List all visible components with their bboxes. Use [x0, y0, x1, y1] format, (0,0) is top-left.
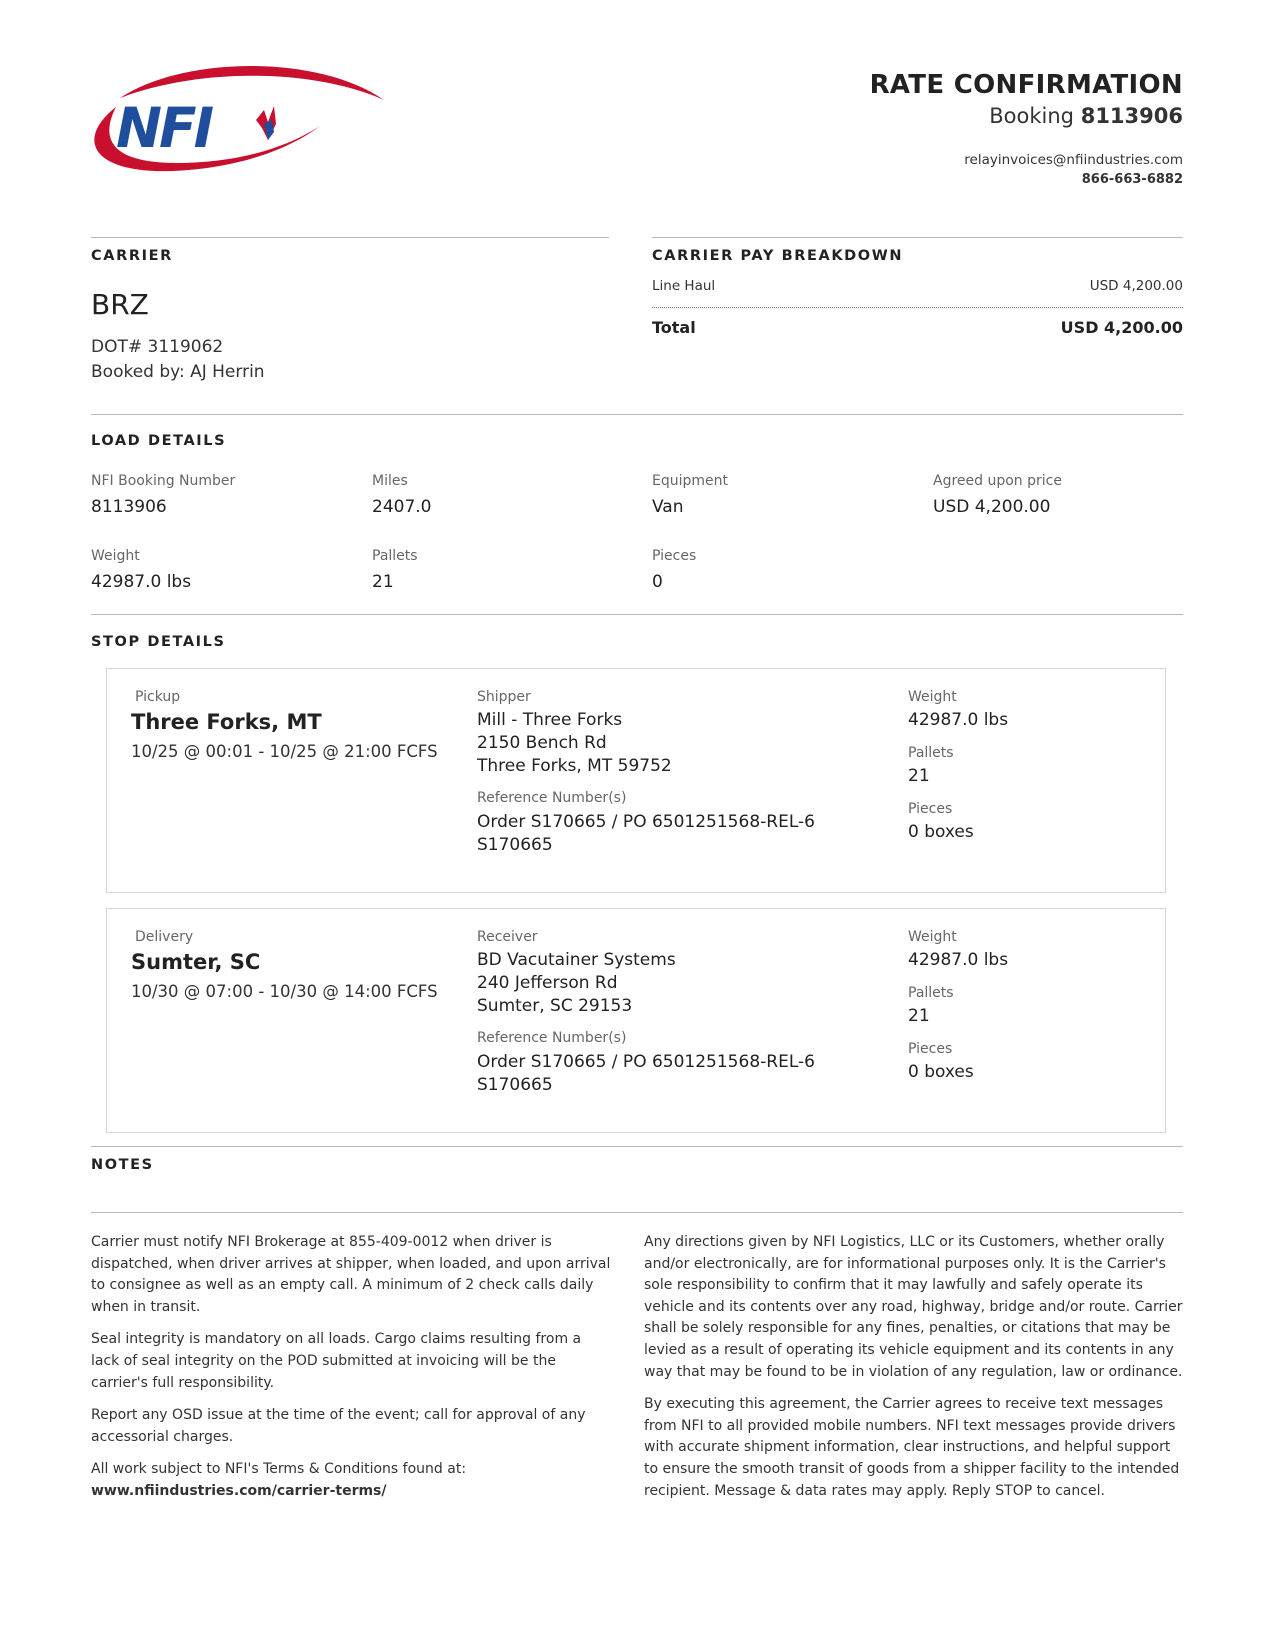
shipper-address-line1: 2150 Bench Rd — [477, 733, 607, 753]
delivery-ref-label: Reference Number(s) — [477, 1030, 627, 1046]
receiver-name: BD Vacutainer Systems — [477, 950, 676, 970]
load-pieces-label: Pieces — [652, 548, 697, 564]
note-text-messages: By executing this agreement, the Carrier agrees to receive text messages from NFI to all provided mobile numbers. NFI text messages provide drivers with accurate shipment information, clear instructions, and helpful support to ensure the smooth transit of goods from a shipper facility to the intended recipient. Message & data rates may apply. Reply STOP to cancel. — [644, 1396, 1180, 1499]
pickup-time-window: 10/25 @ 00:01 - 10/25 @ 21:00 FCFS — [131, 742, 438, 761]
load-pallets-label: Pallets — [372, 548, 418, 564]
pickup-pallets-value: 21 — [908, 766, 930, 786]
notes-divider-top — [91, 1146, 1183, 1147]
carrier-heading: CARRIER — [91, 248, 173, 264]
delivery-ref-line2: S170665 — [477, 1075, 553, 1095]
pay-heading: CARRIER PAY BREAKDOWN — [652, 248, 904, 264]
receiver-address-line2: Sumter, SC 29153 — [477, 996, 633, 1016]
note-check-calls: Carrier must notify NFI Brokerage at 855-409-0012 when driver is dispatched, when driver arrives at shipper, when loaded, and upon arrival to consignee as well as an empty call. A minimum of 2 check calls daily when in transit. — [91, 1234, 611, 1315]
contact-phone: 866-663-6882 — [1081, 172, 1183, 187]
price-value: USD 4,200.00 — [933, 497, 1051, 517]
pickup-stop-card — [106, 668, 1166, 893]
note-seal-integrity: Seal integrity is mandatory on all loads. Cargo claims resulting from a lack of seal integrity on the POD submitted at invoicing will be the carrier's full responsibility. — [91, 1331, 582, 1391]
terms-link[interactable]: www.nfiindustries.com/carrier-terms/ — [91, 1482, 387, 1499]
receiver-address-line1: 240 Jefferson Rd — [477, 973, 618, 993]
shipper-label: Shipper — [477, 689, 531, 705]
header-booking — [989, 104, 1183, 128]
booking-number-label: NFI Booking Number — [91, 473, 236, 489]
equipment-label: Equipment — [652, 473, 728, 489]
document-title: RATE CONFIRMATION — [869, 70, 1183, 100]
booking-number: 8113906 — [1080, 104, 1183, 128]
load-weight-label: Weight — [91, 548, 140, 564]
note-directions: Any directions given by NFI Logistics, LLC or its Customers, whether orally and/or electronically, are for informational purposes only. It is the Carrier's sole responsibility to confirm that it may lawfully and safely operate its vehicle and its contents over any road, highway, bridge and/or route. Carrier shall be solely responsible for any fines, penalties, or citations that may be levied as a result of operating its vehicle equipment and its contents in any way that may be found to be in violation of any regulation, law or ordinance. — [644, 1234, 1183, 1380]
notes-right-column — [644, 1232, 1184, 1513]
delivery-pieces-label: Pieces — [908, 1041, 953, 1057]
pickup-pallets-label: Pallets — [908, 745, 954, 761]
carrier-booked-by: Booked by: AJ Herrin — [91, 362, 265, 382]
pay-divider — [652, 237, 1183, 238]
pickup-ref-line2: S170665 — [477, 835, 553, 855]
pickup-type-label: Pickup — [135, 689, 181, 705]
line-haul-label: Line Haul — [652, 278, 716, 294]
total-value: USD 4,200.00 — [1060, 318, 1183, 337]
miles-label: Miles — [372, 473, 408, 489]
pickup-city: Three Forks, MT — [131, 710, 322, 734]
shipper-name: Mill - Three Forks — [477, 710, 623, 730]
booking-label: Booking — [989, 104, 1075, 128]
delivery-weight-label: Weight — [908, 929, 957, 945]
pickup-ref-label: Reference Number(s) — [477, 790, 627, 806]
pickup-weight-label: Weight — [908, 689, 957, 705]
equipment-value: Van — [652, 497, 684, 517]
notes-divider-bottom — [91, 1212, 1183, 1213]
note-osd: Report any OSD issue at the time of the event; call for approval of any accessorial charges. — [91, 1407, 586, 1445]
delivery-city: Sumter, SC — [131, 950, 261, 974]
stops-heading: STOP DETAILS — [91, 634, 226, 650]
shipper-address-line2: Three Forks, MT 59752 — [477, 756, 672, 776]
pay-dotted-divider — [652, 307, 1183, 308]
delivery-pallets-value: 21 — [908, 1006, 930, 1026]
delivery-time-window: 10/30 @ 07:00 - 10/30 @ 14:00 FCFS — [131, 982, 438, 1001]
pickup-pieces-label: Pieces — [908, 801, 953, 817]
load-pieces-value: 0 — [652, 572, 663, 592]
load-heading: LOAD DETAILS — [91, 433, 227, 449]
carrier-dot: DOT# 3119062 — [91, 337, 224, 357]
load-pallets-value: 21 — [372, 572, 394, 592]
miles-value: 2407.0 — [372, 497, 432, 517]
total-label: Total — [652, 318, 696, 337]
notes-heading: NOTES — [91, 1157, 154, 1173]
delivery-pallets-label: Pallets — [908, 985, 954, 1001]
delivery-weight-value: 42987.0 lbs — [908, 950, 1009, 970]
stops-divider — [91, 614, 1183, 615]
logo-text: NFI — [116, 96, 212, 160]
pickup-pieces-value: 0 boxes — [908, 822, 974, 842]
delivery-stop-card — [106, 908, 1166, 1133]
notes-left-column — [91, 1232, 611, 1503]
line-haul-value: USD 4,200.00 — [1089, 278, 1183, 294]
company-logo — [88, 62, 388, 187]
booking-number-value: 8113906 — [91, 497, 167, 517]
load-divider — [91, 414, 1183, 415]
price-label: Agreed upon price — [933, 473, 1062, 489]
contact-email: relayinvoices@nfiindustries.com — [964, 152, 1183, 168]
delivery-pieces-value: 0 boxes — [908, 1062, 974, 1082]
pickup-weight-value: 42987.0 lbs — [908, 710, 1009, 730]
carrier-name: BRZ — [91, 288, 149, 321]
note-terms-text: All work subject to NFI's Terms & Conditions found at: — [91, 1461, 467, 1478]
load-weight-value: 42987.0 lbs — [91, 572, 192, 592]
carrier-divider — [91, 237, 609, 238]
note-terms — [91, 1459, 611, 1502]
receiver-label: Receiver — [477, 929, 538, 945]
delivery-type-label: Delivery — [135, 929, 194, 945]
delivery-ref-line1: Order S170665 / PO 6501251568-REL-6 — [477, 1052, 815, 1072]
pickup-ref-line1: Order S170665 / PO 6501251568-REL-6 — [477, 812, 815, 832]
